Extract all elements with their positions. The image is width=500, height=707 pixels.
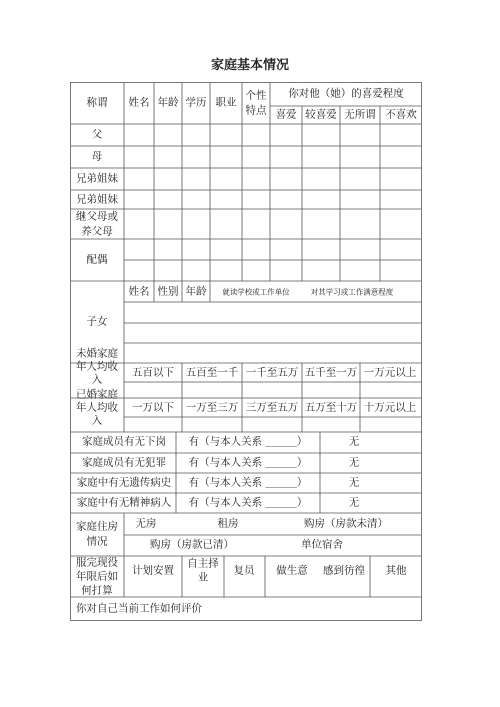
unmarried-range-5: 一万元以上 [363, 366, 417, 379]
status-layoff-question: 家庭成员有无下岗 [82, 435, 166, 448]
relation-children: 子女 [86, 315, 108, 328]
relation-siblings-2: 兄弟姐妹 [76, 193, 118, 206]
housing-label-line2: 情况 [86, 535, 108, 548]
service-option-discharge: 复员 [233, 564, 255, 577]
status-layoff-yes: 有（与本人关系 ______） [188, 435, 308, 448]
self-evaluation-label: 你对自己当前工作如何评价 [76, 602, 202, 615]
status-crime-no: 无 [348, 456, 360, 469]
married-income-line1: 已婚家庭 [76, 388, 118, 401]
service-option-lost: 感到彷徨 [323, 564, 365, 577]
status-mental-question: 家庭中有无精神病人 [76, 496, 172, 509]
service-label-line2: 年限后如 [76, 570, 118, 583]
status-crime-question: 家庭成员有无犯罪 [82, 456, 166, 469]
relation-siblings-1: 兄弟姐妹 [76, 172, 118, 185]
unmarried-income-line2: 年人均收 [76, 360, 118, 373]
children-gender: 性别 [157, 285, 179, 298]
children-name: 姓名 [128, 285, 150, 298]
family-info-form [70, 82, 422, 621]
housing-dorm: 单位宿舍 [301, 538, 343, 551]
service-option-self-employ-line2: 业 [197, 571, 209, 584]
relation-father: 父 [91, 128, 103, 141]
married-range-2: 一万至三万 [185, 401, 239, 414]
service-option-placement: 计划安置 [132, 564, 174, 577]
relation-step-line2: 养父母 [81, 225, 113, 238]
form-grid-lines [70, 82, 422, 621]
service-label-line1: 服完现役 [76, 556, 118, 569]
page-title: 家庭基本情况 [210, 58, 289, 73]
header-trait-line1: 个性 [245, 89, 267, 102]
header-age: 年龄 [157, 96, 179, 109]
status-crime-yes: 有（与本人关系 ______） [188, 456, 308, 469]
housing-rent: 租房 [217, 517, 239, 530]
married-income-line2: 年人均收 [76, 401, 118, 414]
service-option-other: 其他 [385, 564, 407, 577]
header-pref-like: 较喜爱 [305, 108, 337, 121]
married-range-1: 一万以下 [132, 401, 174, 414]
service-option-self-employ-line1: 自主择 [187, 557, 219, 570]
header-preference-title: 你对他（她）的喜爱程度 [288, 87, 404, 100]
housing-no-house: 无房 [135, 517, 157, 530]
married-range-5: 十万元以上 [363, 401, 417, 414]
header-pref-love: 喜爱 [275, 108, 297, 121]
relation-spouse: 配偶 [86, 253, 108, 266]
service-label-line3: 何打算 [81, 584, 113, 597]
housing-mortgage-open: 购房（房款未清） [304, 517, 388, 530]
header-occupation: 职业 [215, 96, 237, 109]
status-mental-yes: 有（与本人关系 ______） [188, 496, 308, 509]
status-layoff-no: 无 [348, 435, 360, 448]
header-trait-line2: 特点 [245, 104, 267, 117]
service-option-business: 做生意 [276, 564, 308, 577]
relation-mother: 母 [91, 150, 103, 163]
status-hereditary-yes: 有（与本人关系 ______） [188, 476, 308, 489]
married-income-line3: 入 [91, 414, 103, 427]
housing-mortgage-paid: 购房（房款已清） [150, 538, 234, 551]
header-pref-dislike: 不喜欢 [385, 108, 417, 121]
children-satisfaction: 对其学习或工作满意程度 [310, 287, 394, 297]
unmarried-range-1: 五百以下 [132, 366, 174, 379]
unmarried-range-2: 五百至一千 [185, 366, 239, 379]
unmarried-income-line1: 未婚家庭 [76, 347, 118, 360]
housing-label-line1: 家庭住房 [76, 520, 118, 533]
unmarried-range-3: 一千至五万 [245, 366, 299, 379]
header-name: 姓名 [128, 96, 150, 109]
header-education: 学历 [185, 96, 207, 109]
status-hereditary-no: 无 [348, 476, 360, 489]
children-school: 就读学校或工作单位 [222, 287, 290, 297]
married-range-3: 三万至五万 [245, 401, 299, 414]
unmarried-range-4: 五千至一万 [304, 366, 358, 379]
status-hereditary-question: 家庭中有无遗传病史 [76, 476, 172, 489]
children-age: 年龄 [185, 285, 207, 298]
header-pref-neutral: 无所谓 [344, 108, 376, 121]
unmarried-income-line3: 入 [91, 373, 103, 386]
married-range-4: 五万至十万 [304, 401, 358, 414]
status-mental-no: 无 [348, 496, 360, 509]
header-relation: 称谓 [86, 96, 108, 109]
relation-step-line1: 继父母或 [76, 210, 118, 223]
